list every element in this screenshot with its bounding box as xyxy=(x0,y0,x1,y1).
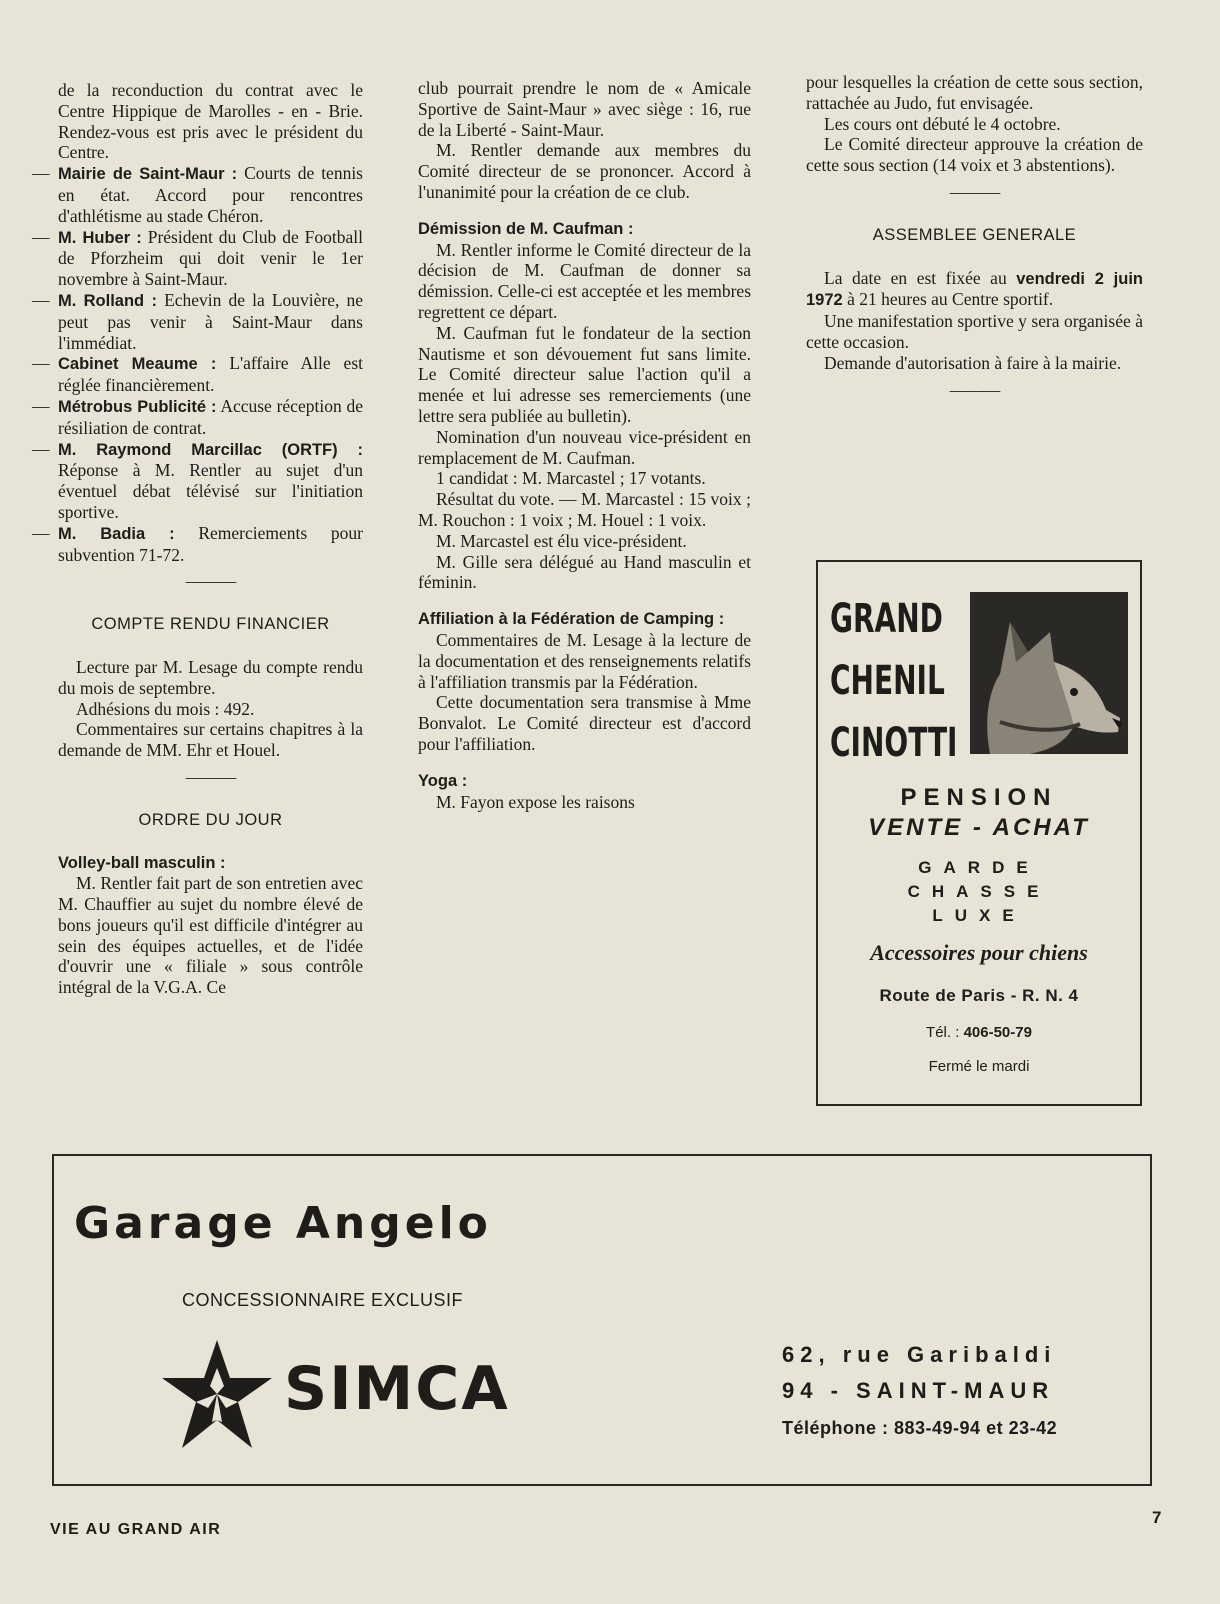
subheading-demission: Démission de M. Caufman : xyxy=(418,219,634,238)
simca-logo xyxy=(160,1338,274,1457)
paragraph: pour lesquelles la création de cette sous section, rattachée au Judo, fut envisagée. xyxy=(806,72,1143,113)
intro-paragraph: de la reconduction du contrat avec le Centre Hippique de Marolles - en - Brie. Rendez-vous est pris avec le président du Centre. xyxy=(58,80,363,163)
kennel-road: Route de Paris - R. N. 4 xyxy=(879,986,1079,1005)
paragraph: M. Gille sera délégué au Hand masculin et féminin. xyxy=(418,551,751,593)
kennel-closed: Fermé le mardi xyxy=(928,1058,1030,1075)
garage-address-city: 94 - SAINT-MAUR xyxy=(782,1378,1055,1403)
kennel-phone: Tél. : 406-50-79 xyxy=(926,1024,1032,1041)
paragraph: Commentaires de M. Lesage à la lecture de la documentation et des renseignements relatifs à l'affiliation transmis par la Fédération. xyxy=(418,629,751,692)
section-heading-ordre-du-jour: ORDRE DU JOUR xyxy=(138,810,283,829)
advertisement-chenil xyxy=(816,560,1142,1106)
paragraph: Nomination d'un nouveau vice-président en remplacement de M. Caufman. xyxy=(418,426,751,468)
list-item: — M. Raymond Marcillac (ORTF) : Réponse à M. Rentler au sujet d'un éventuel débat télévisé sur l'initiation sportive. xyxy=(32,438,363,522)
simca-star-icon xyxy=(160,1338,274,1452)
kennel-service: GARDE xyxy=(918,858,1040,877)
paragraph: M. Rentler fait part de son entretien avec M. Chauffier au sujet du nombre élevé de bons joueurs qu'il est difficile d'intégrer au sein des équipes actuelles, et de l'idée d'ouvrir une « filiale » sous contrôle intégral de la V.G.A. Ce xyxy=(58,873,363,998)
separator: ——— xyxy=(185,571,236,592)
paragraph: M. Caufman fut le fondateur de la section Nautisme et son dévouement fut sans limite. Le Comité directeur salue l'action qu'il a menée et lui adresse ses remerciements (une lettre sera publiée au bulletin). xyxy=(418,322,751,426)
paragraph: M. Rentler informe le Comité directeur de la décision de M. Caufman de donner sa démission. Celle-ci est acceptée et les membres regrettent ce départ. xyxy=(418,239,751,322)
separator: ——— xyxy=(185,766,236,787)
kennel-brand: GRAND CHENIL CINOTTI xyxy=(830,596,958,766)
paragraph: M. Marcastel est élu vice-président. xyxy=(436,530,687,551)
list-item: — Métrobus Publicité : Accuse réception de résiliation de contrat. xyxy=(32,395,363,438)
section-heading-assemblee: ASSEMBLEE GENERALE xyxy=(872,225,1077,244)
paragraph: Cette documentation sera transmise à Mme Bonvalot. Le Comité directeur est d'accord pour l'affiliation. xyxy=(418,692,751,754)
garage-phone: Téléphone : 883-49-94 et 23-42 xyxy=(782,1418,1058,1438)
page-number: 7 xyxy=(1152,1508,1162,1527)
list-item: — Mairie de Saint-Maur : Courts de tennis en état. Accord pour rencontres d'athlétisme au stade Chéron. xyxy=(32,163,363,226)
paragraph: Demande d'autorisation à faire à la mairie. xyxy=(824,352,1122,373)
separator: ——— xyxy=(949,379,1000,400)
kennel-vente-achat: VENTE - ACHAT xyxy=(868,814,1090,841)
subheading-volley: Volley-ball masculin : xyxy=(58,853,226,872)
garage-address-street: 62, rue Garibaldi xyxy=(782,1342,1057,1367)
list-item: — Cabinet Meaume : L'affaire Alle est réglée financièrement. xyxy=(32,353,363,396)
simca-brand: SIMCA xyxy=(284,1354,510,1424)
column-3 xyxy=(806,72,1143,406)
paragraph: 1 candidat : M. Marcastel ; 17 votants. xyxy=(436,468,706,489)
dog-photo xyxy=(970,592,1128,754)
column-2 xyxy=(418,78,751,812)
subheading-affiliation: Affiliation à la Fédération de Camping : xyxy=(418,610,725,629)
paragraph: M. Rentler demande aux membres du Comité directeur de se prononcer. Accord à l'unanimité pour la création de ce club. xyxy=(418,140,751,202)
paragraph: Le Comité directeur approuve la création de cette sous section (14 voix et 3 abstentions). xyxy=(806,134,1143,176)
list-item: — M. Rolland : Echevin de la Louvière, ne peut pas venir à Saint-Maur dans l'immédiat. xyxy=(32,289,364,353)
paragraph: Une manifestation sportive y sera organisée à cette occasion. xyxy=(806,311,1143,352)
paragraph: Les cours ont débuté le 4 octobre. xyxy=(824,113,1061,134)
paragraph: Résultat du vote. — M. Marcastel : 15 voix ; M. Rouchon : 1 voix ; M. Houel : 1 voix. xyxy=(418,489,751,530)
dog-icon xyxy=(970,592,1128,754)
garage-name: Garage Angelo xyxy=(74,1198,492,1249)
kennel-accessories: Accessoires pour chiens xyxy=(870,940,1088,965)
paragraph: Commentaires sur certains chapitres à la demande de MM. Ehr et Houel. xyxy=(58,719,363,761)
list-item: — M. Badia : Remerciements pour subvention 71-72. xyxy=(32,522,363,565)
kennel-service: LUXE xyxy=(932,906,1026,925)
separator: ——— xyxy=(949,181,1000,202)
paragraph: La date en est fixée au vendredi 2 juin 1972 à 21 heures au Centre sportif. xyxy=(806,267,1143,310)
paragraph: club pourrait prendre le nom de « Amicale Sportive de Saint-Maur » avec siège : 16, rue de la Liberté - Saint-Maur. xyxy=(418,78,751,140)
garage-exclusive: CONCESSIONNAIRE EXCLUSIF xyxy=(182,1290,464,1310)
column-1 xyxy=(32,80,364,998)
kennel-pension: PENSION xyxy=(900,784,1058,811)
section-heading-financier: COMPTE RENDU FINANCIER xyxy=(91,615,330,634)
list-item: — M. Huber : Président du Club de Football de Pforzheim qui doit venir le 1er novembre à Saint-Maur. xyxy=(32,226,363,290)
advertisement-garage xyxy=(52,1154,1152,1486)
paragraph: Lecture par M. Lesage du compte rendu du mois de septembre. xyxy=(58,656,363,698)
magazine-name: VIE AU GRAND AIR xyxy=(50,1521,222,1538)
paragraph: Adhésions du mois : 492. xyxy=(76,698,255,719)
subheading-yoga: Yoga : xyxy=(418,771,468,790)
kennel-service: CHASSE xyxy=(907,882,1051,901)
paragraph: M. Fayon expose les raisons xyxy=(436,791,635,812)
